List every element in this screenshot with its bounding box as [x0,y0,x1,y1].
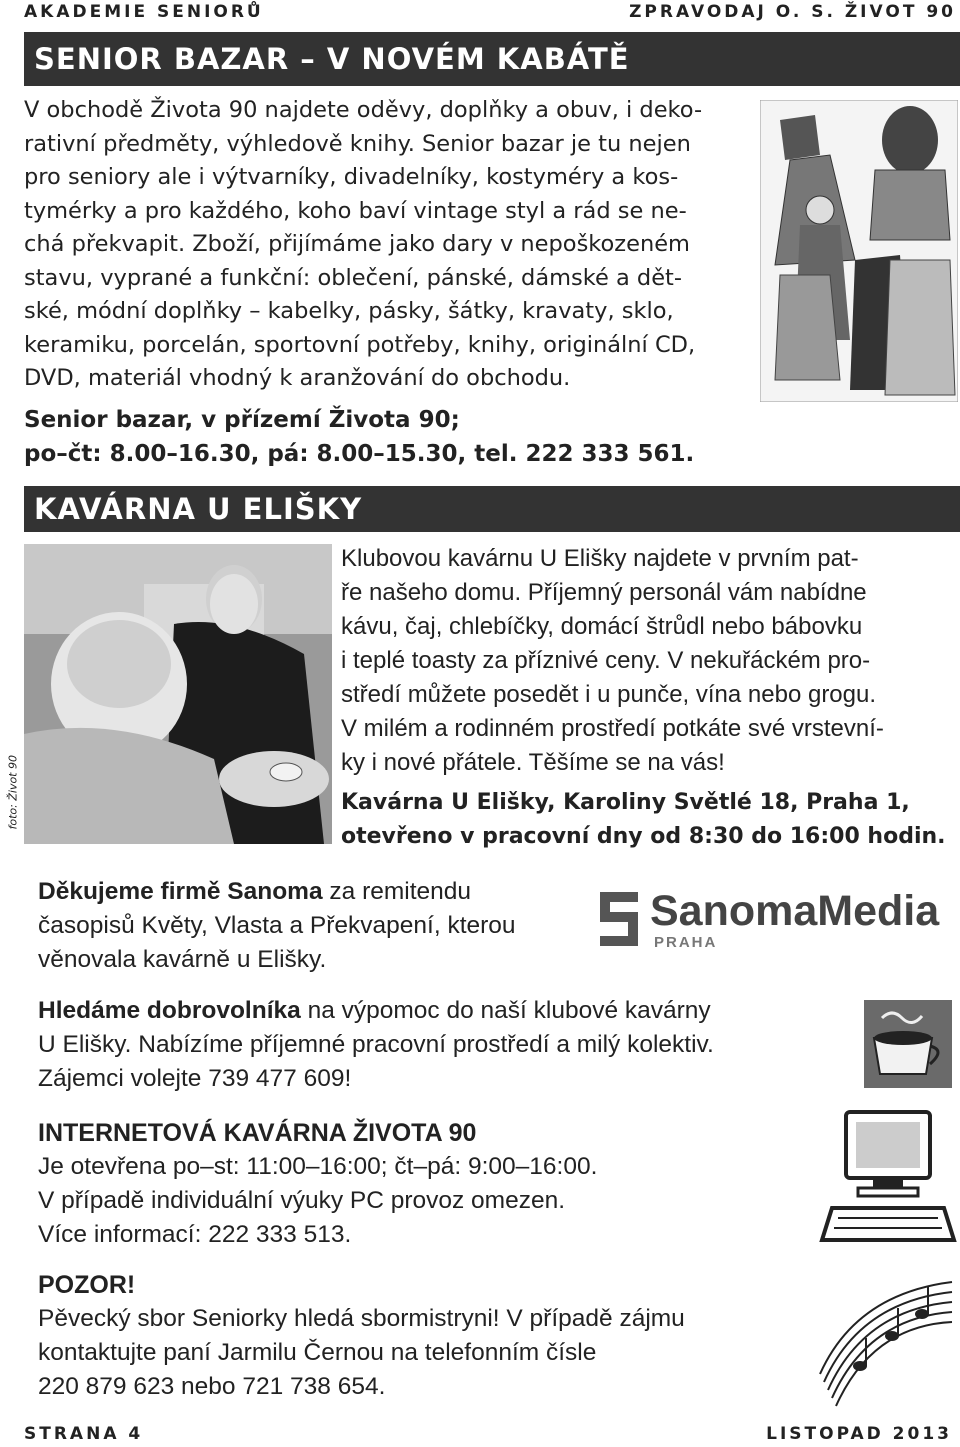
internet-line: V případě individuální výuky PC provoz omezen. [38,1187,566,1214]
bazar-contact-line: po–čt: 8.00–16.30, pá: 8.00–15.30, tel. 222 333 561. [24,441,695,467]
kavarna-line: Klubovou kavárnu U Elišky najdete v prvním pat- [341,545,859,572]
header-right: ZPRAVODAJ O. S. ŽIVOT 90 [629,2,956,22]
bazar-line: stavu, vyprané a funkční: oblečení, pánské, dámské a dět- [24,264,682,291]
bazar-contact [24,403,744,471]
volunteer-text [38,994,838,1096]
bazar-title: SENIOR BAZAR – V NOVÉM KABÁTĚ [24,32,960,86]
internet-title: INTERNETOVÁ KAVÁRNA ŽIVOTA 90 [38,1119,477,1147]
footer-right: LISTOPAD 2013 [766,1424,952,1444]
sanoma-logo-sub: PRAHA [654,934,718,951]
kavarna-body [341,542,960,780]
sanoma-rest: za remitendu [322,878,472,905]
seniors-cafe-photo [24,544,332,844]
sanoma-line: věnovala kavárně u Elišky. [38,946,327,973]
sanoma-line: časopisů Květy, Vlasta a Překvapení, kterou [38,912,516,939]
vintage-fashion-illustration [760,100,958,402]
header-left: AKADEMIE SENIORŮ [24,2,264,22]
internet-line: Je otevřena po–st: 11:00–16:00; čt–pá: 9:00–16:00. [38,1153,598,1180]
bazar-line: pro seniory ale i výtvarníky, divadelníky, kostyméry a kos- [24,164,679,190]
bazar-line: chá překvapit. Zboží, přijímáme jako dary v nepoškozeném [24,231,690,257]
notice-line: kontaktujte paní Jarmilu Černou na telefonním čísle [38,1339,597,1366]
sanoma-logo-text: SanomaMedia [650,887,940,935]
photo-credit: foto: Život 90 [6,755,20,830]
internet-section [38,1116,798,1252]
sanoma-logo [594,886,954,956]
bazar-line: keramiku, porcelán, sportovní potřeby, knihy, originální CD, [24,331,696,358]
kavarna-line: V milém a rodinném prostředí potkáte své vrstevní- [341,715,884,742]
kavarna-title: KAVÁRNA U ELIŠKY [24,486,960,532]
volunteer-line: Zájemci volejte 739 477 609! [38,1065,352,1092]
notice-section [38,1268,798,1404]
volunteer-rest: na výpomoc do naší klubové kavárny [300,997,711,1024]
bazar-contact-line: Senior bazar, v přízemí Života 90; [24,407,460,433]
kavarna-line: kávu, čaj, chlebíčky, domácí štrůdl nebo bábovku [341,613,863,640]
internet-line: Více informací: 222 333 513. [38,1221,352,1248]
bazar-line: V obchodě Života 90 najdete oděvy, doplňky a obuv, i deko- [24,97,703,123]
kavarna-line: ře našeho domu. Příjemný personál vám nabídne [341,579,867,606]
footer-left: STRANA 4 [24,1424,144,1444]
coffee-cup-icon [862,998,954,1090]
bazar-line: rativní předměty, výhledově knihy. Senior bazar je tu nejen [24,130,691,157]
kavarna-line: středí můžete posedět i u punče, vína nebo grogu. [341,681,877,708]
notice-line: Pěvecký sbor Seniorky hledá sbormistryni! V případě zájmu [38,1305,685,1332]
sanoma-thanks [38,875,598,977]
volunteer-bold: Hledáme dobrovolníka [38,997,301,1024]
kavarna-contact [341,786,960,854]
bazar-body [24,94,744,396]
kavarna-line: i teplé toasty za příznivé ceny. V nekuřáckém pro- [341,647,871,674]
sanoma-bold: Děkujeme firmě Sanoma [38,878,323,905]
sanoma-s-icon [594,886,644,952]
bazar-line: ské, módní doplňky – kabelky, pásky, šátky, kravaty, sklo, [24,298,674,324]
bazar-line: DVD, materiál vhodný k aranžování do obchodu. [24,365,571,391]
bazar-line: tymérky a pro každého, koho baví vintage styl a rád se ne- [24,197,687,224]
kavarna-contact-line: otevřeno v pracovní dny od 8:30 do 16:00 hodin. [341,824,946,849]
computer-icon [818,1108,958,1248]
notice-title: POZOR! [38,1271,136,1299]
music-notes-icon [816,1274,956,1414]
volunteer-line: U Elišky. Nabízíme příjemné pracovní prostředí a milý kolektiv. [38,1031,714,1058]
kavarna-contact-line: Kavárna U Elišky, Karoliny Světlé 18, Praha 1, [341,790,910,815]
notice-line: 220 879 623 nebo 721 738 654. [38,1373,386,1400]
kavarna-line: ky i nové přátele. Těšíme se na vás! [341,749,725,776]
